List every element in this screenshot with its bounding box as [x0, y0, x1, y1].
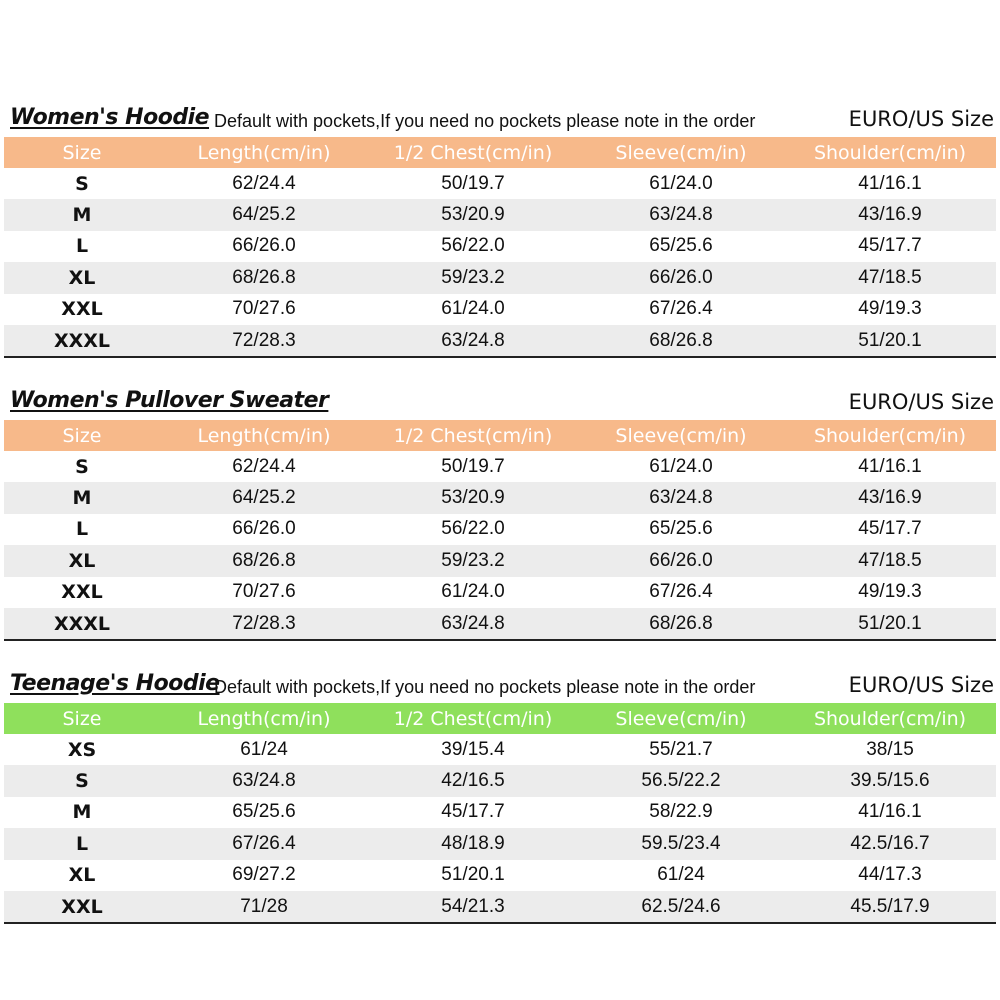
table-row: [4, 797, 996, 828]
measurement-cell: 72/28.3: [160, 325, 368, 357]
measurement-cell: 56/22.0: [441, 235, 505, 257]
measurement-cell: 64/25.2: [160, 199, 368, 230]
measurement-cell: 62.5/24.6: [578, 891, 784, 923]
table-row: [4, 514, 996, 545]
section-title: Teenage's Hoodie: [10, 671, 220, 696]
size-cell: XXL: [4, 891, 160, 923]
section-title: Women's Pullover Sweater: [10, 388, 329, 413]
measurement-cell: 68/26.8: [160, 262, 368, 293]
table-row: [4, 325, 996, 357]
table-row: [4, 577, 996, 608]
measurement-cell: 59.5/23.4: [578, 828, 784, 859]
measurement-cell: 63/24.8: [368, 325, 578, 357]
table-row: [4, 199, 996, 230]
measurement-cell: 55/21.7: [649, 738, 713, 760]
measurement-cell: 44/17.3: [858, 864, 922, 886]
section-note: Default with pockets,If you need no pockets please note in the order: [214, 111, 756, 131]
column-header: Size: [62, 707, 102, 730]
measurement-cell: 45/17.7: [858, 518, 922, 540]
size-cell: L: [4, 828, 160, 859]
measurement-cell: 59/23.2: [368, 262, 578, 293]
measurement-cell: 61/24.0: [441, 581, 505, 603]
measurement-cell: 47/18.5: [784, 262, 996, 293]
measurement-cell: 70/27.6: [232, 581, 296, 603]
size-cell: S: [75, 455, 89, 478]
measurement-cell: 63/24.8: [160, 765, 368, 796]
measurement-cell: 68/26.8: [578, 608, 784, 640]
measurement-cell: 59/23.2: [368, 545, 578, 576]
table-row: [4, 608, 996, 640]
measurement-cell: 43/16.9: [784, 199, 996, 230]
measurement-cell: 45.5/17.9: [784, 891, 996, 923]
table-row: [4, 294, 996, 325]
measurement-cell: 41/16.1: [858, 172, 922, 194]
table-header-row: [4, 703, 996, 734]
size-cell: XL: [4, 262, 160, 293]
table-row: [4, 734, 996, 765]
size-cell: XL: [68, 864, 96, 887]
size-cell: M: [72, 801, 92, 824]
size-table: [4, 137, 996, 358]
table-row: [4, 262, 996, 293]
column-header: Size: [62, 141, 102, 164]
measurement-cell: 42.5/16.7: [784, 828, 996, 859]
measurement-cell: 63/24.8: [578, 482, 784, 513]
measurement-cell: 65/25.6: [649, 518, 713, 540]
table-row: [4, 231, 996, 262]
measurement-cell: 41/16.1: [858, 801, 922, 823]
column-header: 1/2 Chest(cm/in): [393, 141, 553, 164]
section-womens-hoodie: [4, 103, 996, 358]
measurement-cell: 51/20.1: [441, 864, 505, 886]
measurement-cell: 49/19.3: [858, 581, 922, 603]
measurement-cell: 45/17.7: [858, 235, 922, 257]
measurement-cell: 71/28: [160, 891, 368, 923]
measurement-cell: 70/27.6: [232, 298, 296, 320]
measurement-cell: 54/21.3: [368, 891, 578, 923]
section-title: Women's Hoodie: [10, 105, 210, 130]
measurement-cell: 51/20.1: [784, 608, 996, 640]
measurement-cell: 61/24: [657, 864, 705, 886]
size-table: [4, 703, 996, 924]
size-standard-label: EURO/US Size: [848, 107, 994, 131]
section-womens-pullover-sweater: [4, 386, 996, 641]
column-header: Length(cm/in): [197, 141, 331, 164]
size-cell: L: [75, 235, 89, 258]
measurement-cell: 66/26.0: [232, 518, 296, 540]
size-standard-label: EURO/US Size: [848, 673, 994, 697]
size-cell: XXL: [61, 298, 103, 321]
size-cell: XL: [4, 545, 160, 576]
measurement-cell: 61/24: [240, 738, 288, 760]
measurement-cell: 67/26.4: [649, 581, 713, 603]
table-header-row: [4, 137, 996, 168]
measurement-cell: 62/24.4: [232, 172, 296, 194]
column-header: Sleeve(cm/in): [615, 424, 747, 447]
measurement-cell: 72/28.3: [160, 608, 368, 640]
column-header: Sleeve(cm/in): [615, 707, 747, 730]
size-standard-label: EURO/US Size: [848, 390, 994, 414]
measurement-cell: 61/24.0: [441, 298, 505, 320]
measurement-cell: 63/24.8: [368, 608, 578, 640]
measurement-cell: 66/26.0: [578, 545, 784, 576]
measurement-cell: 47/18.5: [784, 545, 996, 576]
measurement-cell: 66/26.0: [578, 262, 784, 293]
section-header: [4, 103, 996, 137]
table-row: [4, 860, 996, 891]
size-cell: S: [4, 765, 160, 796]
measurement-cell: 64/25.2: [160, 482, 368, 513]
measurement-cell: 61/24.0: [649, 455, 713, 477]
table-row: [4, 765, 996, 796]
table-row: [4, 891, 996, 923]
column-header: Shoulder(cm/in): [813, 707, 967, 730]
measurement-cell: 69/27.2: [232, 864, 296, 886]
column-header: 1/2 Chest(cm/in): [393, 424, 553, 447]
size-cell: XS: [67, 738, 97, 761]
table-row: [4, 545, 996, 576]
column-header: Length(cm/in): [197, 707, 331, 730]
measurement-cell: 56.5/22.2: [578, 765, 784, 796]
measurement-cell: 68/26.8: [160, 545, 368, 576]
measurement-cell: 53/20.9: [368, 482, 578, 513]
measurement-cell: 50/19.7: [441, 455, 505, 477]
section-header: [4, 669, 996, 703]
measurement-cell: 49/19.3: [858, 298, 922, 320]
column-header: Shoulder(cm/in): [813, 424, 967, 447]
size-cell: L: [75, 518, 89, 541]
measurement-cell: 39/15.4: [441, 738, 505, 760]
size-cell: M: [4, 199, 160, 230]
measurement-cell: 67/26.4: [649, 298, 713, 320]
measurement-cell: 51/20.1: [784, 325, 996, 357]
measurement-cell: 58/22.9: [649, 801, 713, 823]
measurement-cell: 67/26.4: [160, 828, 368, 859]
measurement-cell: 61/24.0: [649, 172, 713, 194]
measurement-cell: 48/18.9: [368, 828, 578, 859]
section-note: Default with pockets,If you need no pockets please note in the order: [214, 677, 756, 697]
table-row: [4, 168, 996, 199]
table-row: [4, 451, 996, 482]
measurement-cell: 38/15: [866, 738, 914, 760]
section-teenage-hoodie: [4, 669, 996, 924]
measurement-cell: 41/16.1: [858, 455, 922, 477]
measurement-cell: 65/25.6: [232, 801, 296, 823]
size-cell: S: [75, 172, 89, 195]
measurement-cell: 39.5/15.6: [784, 765, 996, 796]
size-cell: XXL: [61, 581, 103, 604]
measurement-cell: 68/26.8: [578, 325, 784, 357]
measurement-cell: 65/25.6: [649, 235, 713, 257]
measurement-cell: 45/17.7: [441, 801, 505, 823]
size-table: [4, 420, 996, 641]
column-header: Size: [62, 424, 102, 447]
measurement-cell: 53/20.9: [368, 199, 578, 230]
table-header-row: [4, 420, 996, 451]
measurement-cell: 63/24.8: [578, 199, 784, 230]
size-cell: M: [4, 482, 160, 513]
size-cell: XXXL: [4, 325, 160, 357]
column-header: Length(cm/in): [197, 424, 331, 447]
table-row: [4, 482, 996, 513]
column-header: Sleeve(cm/in): [615, 141, 747, 164]
measurement-cell: 62/24.4: [232, 455, 296, 477]
column-header: Shoulder(cm/in): [813, 141, 967, 164]
section-header: [4, 386, 996, 420]
column-header: 1/2 Chest(cm/in): [393, 707, 553, 730]
measurement-cell: 56/22.0: [441, 518, 505, 540]
measurement-cell: 66/26.0: [232, 235, 296, 257]
measurement-cell: 42/16.5: [368, 765, 578, 796]
measurement-cell: 50/19.7: [441, 172, 505, 194]
table-row: [4, 828, 996, 859]
size-cell: XXXL: [4, 608, 160, 640]
measurement-cell: 43/16.9: [784, 482, 996, 513]
